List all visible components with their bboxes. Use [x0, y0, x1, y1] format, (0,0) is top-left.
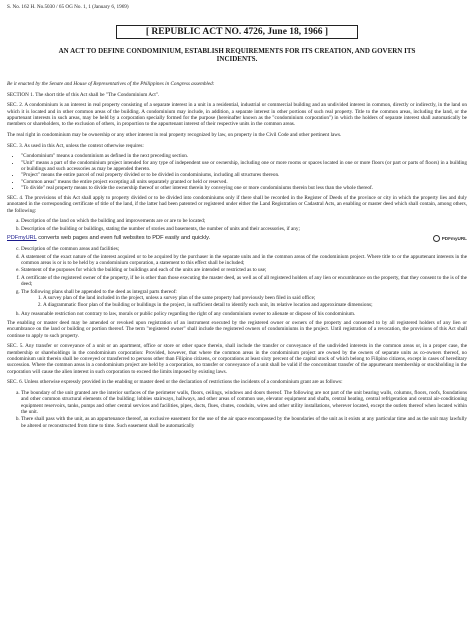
definition-item: • "Project" means the entire parcel of real property divided or to be divided in condominiums, including all structures thereon. [21, 172, 467, 178]
list-item: h. Any reasonable restriction not contrary to law, morals or public policy regarding the right of any condominium owner to alienate or dispose of his condominium. [21, 311, 467, 317]
section-5: SEC. 5. Any transfer or conveyance of a unit or an apartment, office or store or other space therein, shall include the transfer or conveyance of the undivided interests in the common areas or, in a proper case, the membership or shareholdings in the condominium corporation: Provided, however, that where the common areas in the condominium project are owned by the owners of separate units as co-owners thereof, no condominium unit therein shall be conveyed or transferred to persons other than Filipino citizens, or corporations at least sixty percent of the capital stock of which belong to Filipino citizens, except in cases of hereditary succession. Where the common areas in a condominium project are held by a corporation, no transfer or conveyance of a unit shall be valid if the concomitant transfer of the appurtenant membership or stockholding in the corporation will cause the alien interest in such corporation to exceed the limits imposed by existing laws. [7, 343, 467, 375]
list-item [21, 289, 467, 309]
list-item: a. Description of the land on which the building and improvements are or are to be located; [21, 218, 467, 224]
list-item: d. A statement of the exact nature of the interest acquired or to be acquired by the purchaser in the separate units and in the common areas of the condominium project. Where title to or the appurtenant interests in the common areas is or is to be held by a condominium corporation, a statement to this effect shall be included; [21, 254, 467, 267]
enacting-clause: Be it enacted by the Senate and House of Representatives of the Philippines in Congress assembled: [7, 81, 215, 87]
pdfmyurl-logo [433, 235, 467, 242]
definition-item: • "Condominium" means a condominium as defined in the next preceding section. [21, 153, 467, 159]
section-6-list [7, 390, 467, 429]
list-item: e. Statement of the purposes for which the building or buildings and each of the units are intended or restricted as to use; [21, 267, 467, 273]
logo-text: PDFmyURL [441, 236, 467, 242]
banner-text [7, 235, 210, 242]
section-4-list-b [7, 246, 467, 317]
section-2: SEC. 2. A condominium is an interest in real property consisting of a separate interest in a unit in a residential, industrial or commercial building and an undivided interest in common, directly or indirectly, in the land on which it is located and in other common areas of the building. A condominium may include, in addition, a separate interest in other portions of such real property. Title to the common areas, including the land, or the appurtenant interests in such areas, may be held by a corporation specially formed for the purpose (hereinafter known as the "condominium corporation") in which the holders of separate interest shall automatically be members or shareholders, to the exclusion of others, in proportion to the appurtenant interest of their respective units in the common areas. [7, 102, 467, 128]
document-subtitle: AN ACT TO DEFINE CONDOMINIUM, ESTABLISH REQUIREMENTS FOR ITS CREATION, AND GOVERN ITS INCIDENTS. [58, 47, 416, 63]
plan-item: 2. A diagrammatic floor plan of the building or buildings in the project, in sufficient detail to identify each unit, its relative location and approximate dimensions; [43, 302, 467, 308]
list-item: f. A certificate of the registered owner of the property, if he is other than those executing the master deed, as well as of all registered holders of any lien or encumbrance on the property, that they consent to the is of the deed; [21, 275, 467, 288]
pdfmyurl-banner [7, 235, 467, 242]
plans-list [21, 295, 467, 309]
logo-icon [433, 235, 440, 242]
document-title: [ REPUBLIC ACT NO. 4726, June 18, 1966 ] [116, 25, 358, 39]
document-reference: S. No. 162 H. No.5030 / 65 OG No. 1, 1 (January 6, 1969) [7, 4, 129, 10]
plans-intro: The following plans shall be appended to the deed as integral parts thereof: [21, 288, 177, 295]
plan-item: 1. A survey plan of the land included in the project, unless a survey plan of the same property had previously been filed in said office; [43, 295, 467, 301]
section-4-intro: SEC. 4. The provisions of this Act shall apply to property divided or to be divided into condominiums only if there shall be recorded in the Register of Deeds of the province or city in which the property lies and duly annotated in the corresponding certificate of title of the land, if the latter had been patented or registered under either the Land Registration or Cadastral Acts, an enabling or master deed which shall contain, among others, the following: [7, 195, 467, 214]
section-3-definitions [7, 153, 467, 191]
section-2-paragraph-2: The real right in condominium may be ownership or any other interest in real property recognized by law, on property in the Civil Code and other pertinent laws. [7, 131, 342, 138]
section-4-closing: The enabling or master deed may be amended or revoked upon registration of an instrument executed by the registered owner or owners of the property and consented to by all registered holders of any lien or encumbrance on the land or building or portion thereof. The term "registered owner" shall include the registered owners of condominiums in the project. Until registration of a revocation, the provisions of this Act shall continue to apply to such property. [7, 320, 467, 339]
list-item: a. The boundary of the unit granted are the interior surfaces of the perimeter walls, floors, ceilings, windows and doors thereof. The following are not part of the unit bearing walls, columns, floors, roofs, foundations and other common structural elements of the building; lobbies stairways, hallways, and other areas of common use, elevator equipment and shafts, central heating, central refrigeration and central air-conditioning equipment reservoirs, tanks, pumps and other central services and facilities, pipes, ducts, flues, chutes, conduits, wires and other utility installations, wherever located, except the outlets thereof when located within the unit. [21, 390, 467, 415]
section-6-intro: SEC. 6. Unless otherwise expressly provided in the enabling or master deed or the declaration of restrictions the incidents of a condominium grant are as follows: [7, 379, 343, 386]
list-item: b. Description of the building or buildings, stating the number of stories and basements, the number of units and their accessories, if any; [21, 226, 467, 232]
section-4-list-a [7, 218, 467, 232]
definition-item: • "Unit" means a part of the condominium project intended for any type of independent use or ownership, including one or more rooms or spaces located in one or more floors (or part or parts of floors) in a building or buildings and such accessories as may be appended thereto. [21, 160, 467, 173]
banner-message: converts web pages and even full websites to PDF easily and quickly. [36, 235, 211, 242]
list-item: b. There shall pass with the unit, as an appurtenance thereof, an exclusive easement for the use of the air space encompassed by the boundaries of the unit as it exists at any particular time and as the unit may lawfully be altered or reconstructed from time to time. Such easement shall be automatically [21, 416, 467, 429]
pdfmyurl-link[interactable]: PDFmyURL [7, 235, 37, 242]
list-item: c. Description of the common areas and facilities; [21, 246, 467, 252]
definition-item: • "Common areas" means the entire project excepting all units separately granted or held or reserved. [21, 179, 467, 185]
section-1: SECTION 1. The short title of this Act shall be "The Condominium Act". [7, 91, 160, 98]
section-3-intro: SEC. 3. As used in this Act, unless the context otherwise requires: [7, 142, 144, 149]
document-body [7, 81, 467, 429]
definition-item: • "To divide" real property means to divide the ownership thereof or other interest therein by conveying one or more condominiums therein but less than the whole thereof. [21, 185, 467, 191]
